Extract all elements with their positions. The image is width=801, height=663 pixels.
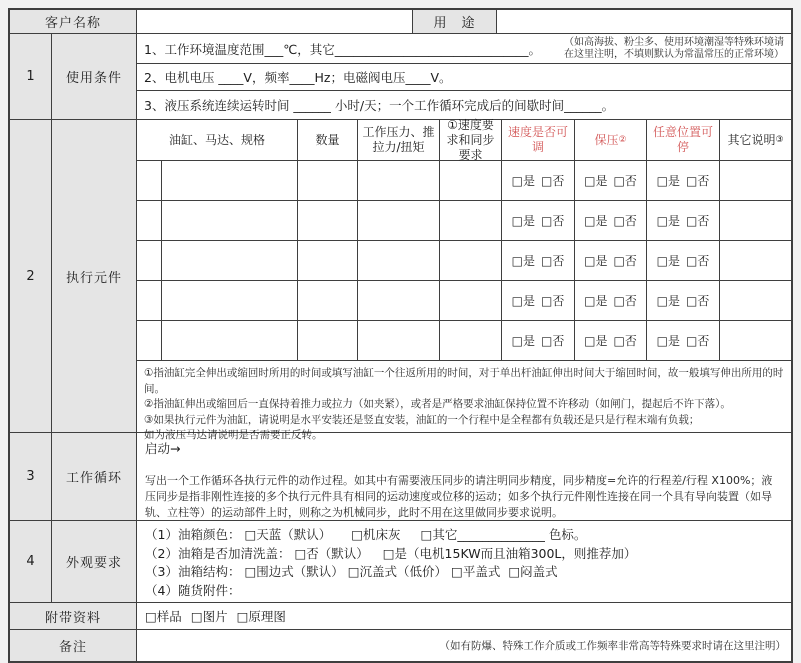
checkbox-stop-anywhere-yes[interactable]: □是	[656, 334, 680, 348]
speed-sync-cell[interactable]	[440, 321, 502, 360]
section-work-cycle	[10, 433, 791, 521]
checkbox-color-other[interactable]: □其它______________	[420, 527, 545, 542]
other-notes-cell[interactable]	[720, 241, 791, 280]
row-index-cell[interactable]	[137, 161, 162, 200]
column-header-pressure-hold: 保压 ②	[575, 120, 647, 160]
row-index-cell[interactable]	[137, 281, 162, 320]
quantity-cell[interactable]	[298, 281, 358, 320]
column-header-speed-adjustable: 速度是否可调	[502, 120, 575, 160]
cylinder-spec-cell[interactable]	[162, 281, 298, 320]
checkbox-speed-adjustable-yes[interactable]: □是	[511, 294, 535, 308]
executor-table-row	[137, 281, 791, 321]
checkbox-stop-anywhere-yes[interactable]: □是	[656, 294, 680, 308]
column-header-speed-sync: ①速度要求和同步要求	[440, 120, 502, 160]
cylinder-spec-cell[interactable]	[162, 201, 298, 240]
checkbox-speed-adjustable-yes[interactable]: □是	[511, 254, 535, 268]
pressure-hold-cell	[575, 281, 647, 320]
footnote-1: ①指油缸完全伸出或缩回时所用的时间或填写油缸一个往返所用的时间，对于单出杆油缸伸出时间大于缩回时间，故一般填写伸出所用的时间。	[144, 367, 784, 395]
pressure-force-cell[interactable]	[358, 241, 440, 280]
usage-label: 用 途	[413, 10, 497, 33]
other-notes-cell[interactable]	[720, 201, 791, 240]
checkbox-stop-anywhere-no[interactable]: □否	[686, 174, 710, 188]
cylinder-spec-cell[interactable]	[162, 241, 298, 280]
footnote-3: ③如果执行元件为油缸，请说明是水平安装还是竖直安装，油缸的一个行程中是全程都有负载还是只是行程末端有负载；	[144, 413, 700, 426]
checkbox-sample[interactable]: □样品	[145, 609, 182, 624]
section-remarks	[10, 630, 791, 661]
quantity-cell[interactable]	[298, 321, 358, 360]
checkbox-stop-anywhere-no[interactable]: □否	[686, 254, 710, 268]
customer-name-label: 客户名称	[10, 10, 137, 33]
pressure-hold-cell	[575, 321, 647, 360]
speed-sync-cell[interactable]	[440, 281, 502, 320]
included-accessories-label: （4）随货附件：	[145, 582, 241, 598]
speed-adjustable-cell	[502, 201, 575, 240]
pressure-hold-cell	[575, 161, 647, 200]
checkbox-cover-yes[interactable]: □是（电机15KW而且油箱300L，则推荐加）	[382, 545, 637, 561]
stop-anywhere-cell	[647, 201, 720, 240]
section-number: 4	[10, 521, 52, 602]
work-cycle-start-text: 启动→	[145, 441, 181, 456]
checkbox-structure-mengai[interactable]: □闷盖式	[508, 564, 558, 579]
checkbox-schematic[interactable]: □原理图	[236, 609, 286, 624]
section-label-usage-conditions: 使用条件	[52, 34, 137, 119]
executor-table-body	[137, 161, 791, 361]
column-header-spec: 油缸、马达、规格	[137, 120, 298, 160]
row-index-cell[interactable]	[137, 241, 162, 280]
checkbox-speed-adjustable-yes[interactable]: □是	[511, 334, 535, 348]
attachments-options	[137, 603, 791, 629]
checkbox-pressure-hold-yes[interactable]: □是	[584, 214, 608, 228]
checkbox-speed-adjustable-yes[interactable]: □是	[511, 214, 535, 228]
work-cycle-instructions: 写出一个工作循环各执行元件的动作过程。如其中有需要液压同步的请注明同步精度，同步精度=允许的行程差/行程 X100%；液压同步是指非刚性连接的多个执行元件具有相同的运动速度或位移的运动；如多个执行元件刚性连接在同一个具有导向装置（如导轨、立柱等）的运动部件上时，则称之为机械同步，此时不用在这里做同步要求说明。	[145, 474, 773, 519]
pressure-force-cell[interactable]	[358, 281, 440, 320]
checkbox-speed-adjustable-no[interactable]: □否	[541, 214, 565, 228]
checkbox-stop-anywhere-yes[interactable]: □是	[656, 174, 680, 188]
checkbox-stop-anywhere-yes[interactable]: □是	[656, 214, 680, 228]
checkbox-speed-adjustable-no[interactable]: □否	[541, 174, 565, 188]
cleaning-cover-line	[145, 545, 783, 564]
work-cycle-field[interactable]	[137, 433, 791, 520]
speed-adjustable-cell	[502, 241, 575, 280]
speed-adjustable-cell	[502, 321, 575, 360]
checkbox-pressure-hold-yes[interactable]: □是	[584, 254, 608, 268]
checkbox-speed-adjustable-no[interactable]: □否	[541, 254, 565, 268]
section-number: 3	[10, 433, 52, 520]
checkbox-pressure-hold-no[interactable]: □否	[613, 174, 637, 188]
pressure-force-cell[interactable]	[358, 321, 440, 360]
checkbox-speed-adjustable-no[interactable]: □否	[541, 294, 565, 308]
speed-adjustable-cell	[502, 281, 575, 320]
pressure-hold-cell	[575, 241, 647, 280]
remarks-field[interactable]	[137, 630, 791, 661]
remarks-label: 备注	[10, 630, 137, 661]
checkbox-pressure-hold-no[interactable]: □否	[613, 214, 637, 228]
column-header-stop-anywhere: 任意位置可停	[647, 120, 720, 160]
checkbox-stop-anywhere-no[interactable]: □否	[686, 334, 710, 348]
environment-note: （如高海拔、粉尘多、使用环境潮湿等特殊环境请 在这里注明，不填则默认为常温常压的正常环境）	[564, 36, 784, 60]
temperature-range-line: 1、工作环境温度范围___℃，其它_______________________________。	[144, 41, 541, 57]
run-time-line: 3、液压系统连续运转时间 ______ 小时/天；一个工作循环完成后的间歇时间______。	[144, 98, 615, 113]
column-header-other-notes: 其它说明 ③	[727, 132, 784, 147]
section-number: 1	[10, 34, 52, 119]
row-index-cell[interactable]	[137, 321, 162, 360]
executor-footnotes	[137, 361, 791, 444]
section-usage-conditions	[10, 34, 791, 120]
checkbox-stop-anywhere-yes[interactable]: □是	[656, 254, 680, 268]
checkbox-stop-anywhere-no[interactable]: □否	[686, 214, 710, 228]
executor-table-header	[137, 117, 791, 162]
section-executors	[10, 117, 791, 441]
checkbox-pressure-hold-yes[interactable]: □是	[584, 174, 608, 188]
section-label-appearance: 外观要求	[52, 521, 137, 602]
checkbox-pressure-hold-no[interactable]: □否	[613, 254, 637, 268]
hydraulic-requirements-form	[8, 8, 793, 663]
tank-structure-line	[145, 563, 783, 582]
stop-anywhere-cell	[647, 241, 720, 280]
footnote-2: ②指油缸伸出或缩回后一直保持着推力或拉力（如夹紧），或者是严格要求油缸保持位置不许移动（如闸门，提起后不许下落）。	[144, 398, 731, 410]
checkbox-cover-no[interactable]: □否（默认）	[294, 545, 369, 561]
section-appearance	[10, 521, 791, 603]
tank-color-label: （1）油箱颜色：	[145, 527, 241, 542]
section-label-work-cycle: 工作循环	[52, 433, 137, 520]
included-accessories-line	[145, 582, 783, 601]
section-number: 2	[10, 120, 52, 432]
attachments-label: 附带资料	[10, 603, 137, 629]
row-index-cell[interactable]	[137, 201, 162, 240]
pressure-force-cell[interactable]	[358, 161, 440, 200]
stop-anywhere-cell	[647, 161, 720, 200]
customer-name-field[interactable]	[137, 10, 413, 33]
other-notes-cell[interactable]	[720, 281, 791, 320]
section-attachments	[10, 603, 791, 630]
checkbox-pressure-hold-no[interactable]: □否	[613, 334, 637, 348]
color-mark-suffix: 色标。	[548, 527, 587, 542]
checkbox-speed-adjustable-yes[interactable]: □是	[511, 174, 535, 188]
column-header-pressure: 工作压力、推拉力/扭矩	[358, 120, 440, 160]
remarks-note: （如有防爆、特殊工作介质或工作频率非常高等特殊要求时请在这里注明）	[439, 640, 786, 652]
checkbox-pressure-hold-yes[interactable]: □是	[584, 334, 608, 348]
cylinder-spec-cell[interactable]	[162, 321, 298, 360]
quantity-cell[interactable]	[298, 161, 358, 200]
checkbox-pressure-hold-no[interactable]: □否	[613, 294, 637, 308]
quantity-cell[interactable]	[298, 241, 358, 280]
checkbox-pressure-hold-yes[interactable]: □是	[584, 294, 608, 308]
executor-table-row	[137, 201, 791, 241]
pressure-hold-cell	[575, 201, 647, 240]
checkbox-stop-anywhere-no[interactable]: □否	[686, 294, 710, 308]
tank-color-line	[145, 526, 783, 545]
executor-table-row	[137, 321, 791, 361]
speed-sync-cell[interactable]	[440, 161, 502, 200]
footnote-3b: 如为液压马达请说明是否需要正反转。	[144, 429, 323, 441]
stop-anywhere-cell	[647, 281, 720, 320]
cleaning-cover-label: （2）油箱是否加清洗盖：	[145, 545, 291, 561]
checkbox-color-skyblue[interactable]: □天蓝（默认）	[244, 527, 332, 542]
checkbox-speed-adjustable-no[interactable]: □否	[541, 334, 565, 348]
speed-sync-cell[interactable]	[440, 241, 502, 280]
pressure-force-cell[interactable]	[358, 201, 440, 240]
usage-field[interactable]	[497, 10, 791, 33]
other-notes-cell[interactable]	[720, 161, 791, 200]
checkbox-structure-chengai[interactable]: □沉盖式（低价）	[347, 564, 448, 579]
executor-table-row	[137, 161, 791, 201]
tank-structure-label: （3）油箱结构：	[145, 564, 241, 579]
motor-voltage-line: 2、电机电压 ____V，频率____Hz；电磁阀电压____V。	[144, 70, 452, 85]
speed-sync-cell[interactable]	[440, 201, 502, 240]
quantity-cell[interactable]	[298, 201, 358, 240]
other-notes-cell[interactable]	[720, 321, 791, 360]
executor-table-row	[137, 241, 791, 281]
column-header-quantity: 数量	[298, 120, 358, 160]
header-row	[10, 10, 791, 34]
checkbox-structure-pinggai[interactable]: □平盖式	[451, 564, 501, 579]
stop-anywhere-cell	[647, 321, 720, 360]
checkbox-color-machine-gray[interactable]: □机床灰	[351, 527, 401, 542]
checkbox-structure-weibian[interactable]: □围边式（默认）	[244, 564, 344, 579]
section-label-executors: 执行元件	[52, 120, 137, 432]
speed-adjustable-cell	[502, 161, 575, 200]
cylinder-spec-cell[interactable]	[162, 161, 298, 200]
checkbox-picture[interactable]: □图片	[190, 609, 228, 624]
